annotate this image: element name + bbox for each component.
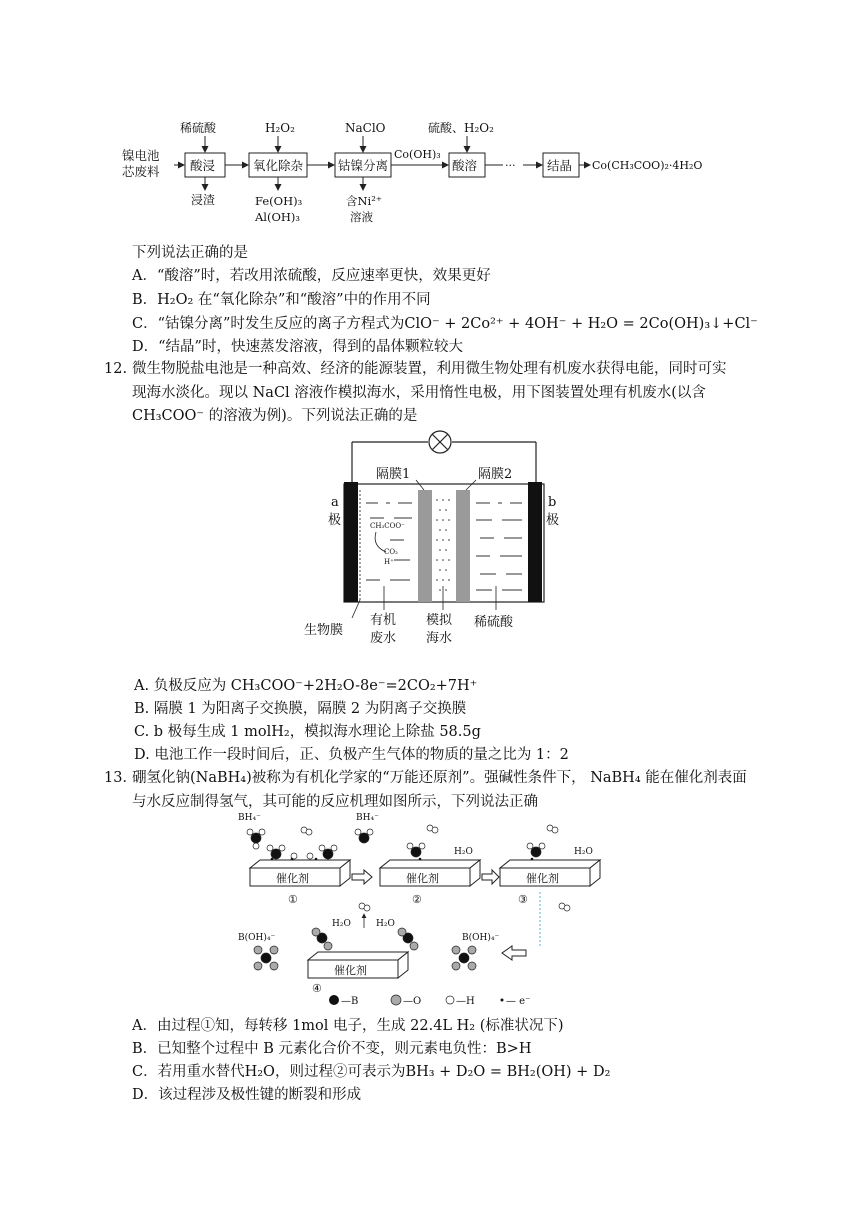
flow-step-label: 酸溶 <box>452 158 478 173</box>
label-biofilm: 生物膜 <box>304 623 344 638</box>
q12-number: 12. <box>104 361 128 377</box>
flow-output: 溶液 <box>350 210 373 224</box>
step-2-label: ② <box>412 893 422 906</box>
label-organic: 有机 <box>370 613 397 628</box>
q12-stem: 现海水淡化。现以 NaCl 溶液作模拟海水，采用惰性电极，用下图装置处理有机废水(以含 <box>132 385 706 401</box>
q11-stem: 下列说法正确的是 <box>132 245 248 261</box>
membrane-1 <box>418 490 432 602</box>
flow-step-label: 结晶 <box>547 158 573 173</box>
flow-step-label: 氧化除杂 <box>253 158 304 173</box>
q11-option-d: D．“结晶”时，快速蒸发溶液，得到的晶体颗粒较大 <box>132 339 463 355</box>
catalyst-block-3 <box>500 860 600 886</box>
electrode-b-label: b <box>548 495 557 510</box>
membrane-2 <box>456 490 470 602</box>
legend-e: — e⁻ <box>506 996 531 1006</box>
flow-output: 浸渣 <box>191 193 216 207</box>
legend-b: —B <box>341 996 359 1006</box>
flow-output: Al(OH)₃ <box>255 210 301 224</box>
boh4-label: B(OH)₄⁻ <box>462 933 500 943</box>
flow-step-label: 酸浸 <box>190 158 216 173</box>
q12-option-b: B. 隔膜 1 为阳离子交换膜，隔膜 2 为阴离子交换膜 <box>134 701 467 717</box>
label-dilute-acid: 稀硫酸 <box>474 615 514 630</box>
membrane-2-label: 隔膜2 <box>478 467 513 482</box>
q13-number: 13． <box>104 770 137 786</box>
catalyst-label: 催化剂 <box>276 872 309 885</box>
legend-h: —H <box>456 996 475 1006</box>
label-seawater: 模拟 <box>426 613 453 628</box>
boh4-label: B(OH)₄⁻ <box>238 933 276 943</box>
catalyst-block-1 <box>250 860 350 886</box>
membrane-1-label: 隔膜1 <box>376 467 411 482</box>
q12-stem: CH₃COO⁻ 的溶液为例)。下列说法正确的是 <box>132 408 418 424</box>
catalyst-block-2 <box>380 860 480 886</box>
legend <box>329 995 530 1006</box>
q11-option-a: A．“酸溶”时，若改用浓硫酸，反应速率更快，效果更好 <box>132 268 491 284</box>
q13-option-a: A．由过程①知，每转移 1mol 电子，生成 22.4L H₂ (标准状况下) <box>132 1018 564 1034</box>
flow-reagent: 硫酸、H₂O₂ <box>428 121 494 135</box>
q12-option-a: A. 负极反应为 CH₃COO⁻+2H₂O-8e⁻=2CO₂+7H⁺ <box>134 678 478 694</box>
catalyst-label: 催化剂 <box>406 872 439 885</box>
q12-option-c: C. b 极每生成 1 molH₂，模拟海水理论上除盐 58.5g <box>134 724 481 740</box>
catalyst-label: 催化剂 <box>334 964 367 977</box>
step-1-label: ① <box>288 893 298 906</box>
label-seawater: 海水 <box>426 631 453 646</box>
catalyst-label: 催化剂 <box>526 872 559 885</box>
flow-reagent: H₂O₂ <box>265 121 295 135</box>
flow-start-label: 芯废料 <box>122 164 160 179</box>
q13-option-d: D．该过程涉及极性键的断裂和形成 <box>132 1087 362 1103</box>
q13-option-b: B．已知整个过程中 B 元素化合价不变，则元素电负性：B>H <box>132 1041 532 1057</box>
legend-o: —O <box>403 996 422 1006</box>
species-acetate: CH₃COO⁻ <box>370 522 405 530</box>
species-co2: CO₂ <box>384 548 398 556</box>
mechanism-diagram <box>236 810 606 1006</box>
flow-step-label: 钴镍分离 <box>338 158 389 173</box>
step-3-label: ③ <box>518 893 528 906</box>
catalyst-block-4 <box>308 952 408 978</box>
flow-product: Co(CH₃COO)₂·4H₂O <box>592 159 703 172</box>
h2o-label: H₂O <box>376 919 395 929</box>
q11-option-b: B．H₂O₂ 在“氧化除杂”和“酸溶”中的作用不同 <box>132 292 431 308</box>
label-organic: 废水 <box>370 631 397 646</box>
q13-stem: 与水反应制得氢气，其可能的反应机理如图所示，下列说法正确 <box>132 794 538 810</box>
electrode-a-label: 极 <box>328 513 342 528</box>
flow-reagent: 稀硫酸 <box>180 121 217 135</box>
electrode-a <box>344 482 358 602</box>
q12-option-d: D. 电池工作一段时间后，正、负极产生气体的物质的量之比为 1：2 <box>134 747 569 763</box>
flow-reagent: NaClO <box>345 121 386 135</box>
q13-option-c: C．若用重水替代H₂O，则过程②可表示为BH₃ + D₂O = BH₂(OH) + D₂ <box>132 1064 611 1080</box>
q13-stem: 硼氢化钠(NaBH₄)被称为有机化学家的“万能还原剂”。强碱性条件下， NaBH₄ 能在催化剂表面 <box>132 770 747 786</box>
flow-start-label: 镍电池 <box>122 148 160 163</box>
electrode-b <box>528 482 542 602</box>
step-4-label: ④ <box>312 982 322 995</box>
flow-intermediate: Co(OH)₃ <box>394 148 441 161</box>
flow-output: Fe(OH)₃ <box>255 194 303 208</box>
process-flow-diagram <box>110 118 750 230</box>
bh4-label: BH₄⁻ <box>356 813 379 823</box>
species-h-plus: H⁺ <box>384 558 394 566</box>
h2o-label: H₂O <box>574 847 593 857</box>
q11-option-c: C．“钴镍分离”时发生反应的离子方程式为ClO⁻ + 2Co²⁺ + 4OH⁻ + H₂O = 2Co(OH)₃↓+Cl⁻ <box>132 316 758 332</box>
flow-output: 含Ni²⁺ <box>346 194 382 208</box>
electrode-b-label: 极 <box>546 513 560 528</box>
electrode-a-label: a <box>331 495 339 510</box>
h2o-label: H₂O <box>332 919 351 929</box>
q12-stem: 微生物脱盐电池是一种高效、经济的能源装置，利用微生物处理有机废水获得电能，同时可实 <box>132 361 727 377</box>
flow-ellipsis: ··· <box>505 159 516 172</box>
h2o-label: H₂O <box>454 847 473 857</box>
bh4-label: BH₄⁻ <box>238 813 261 823</box>
desalination-cell-diagram <box>300 428 590 654</box>
